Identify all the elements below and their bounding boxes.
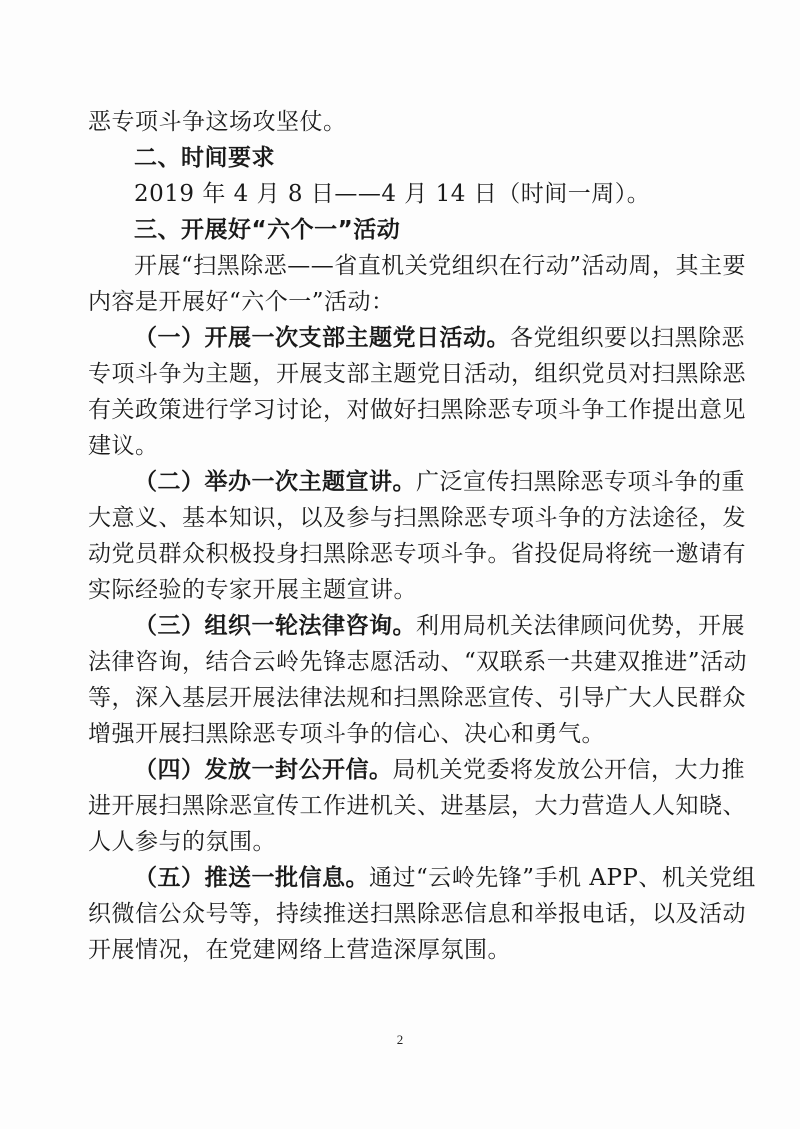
item-4-line: 人人参与的氛围。 [88,829,276,855]
item-1-line: 专项斗争为主题，开展支部主题党日活动，组织党员对扫黑除恶 [88,361,746,387]
item-1-first-line [88,320,745,356]
item-2-first-rest: 广泛宣传扫黑除恶专项斗争的重 [416,469,745,495]
item-5-first-line [88,860,756,896]
item-5-lead: （五）推送一批信息。 [134,865,369,891]
section-2-text: 2019 年 4 月 8 日——4 月 14 日（时间一周）。 [134,181,651,207]
item-3-first-line [88,608,745,644]
item-3-line: 等，深入基层开展法律法规和扫黑除恶宣传、引导广大人民群众 [88,685,746,711]
item-1-first-rest: 各党组织要以扫黑除恶 [510,325,745,351]
item-4-lead: （四）发放一封公开信。 [134,757,393,783]
item-1-line: 建议。 [88,433,159,459]
section-3-heading: 三、开展好“六个一”活动 [134,217,401,243]
section-3-intro-line: 开展“扫黑除恶——省直机关党组织在行动”活动周，其主要 [134,253,747,279]
page-number: 2 [396,1032,404,1047]
item-2-line: 动党员群众积极投身扫黑除恶专项斗争。省投促局将统一邀请有 [88,541,746,567]
intro-tail-line: 恶专项斗争这场攻坚仗。 [88,109,347,135]
item-2-first-line [88,464,745,500]
item-2-line: 大意义、基本知识，以及参与扫黑除恶专项斗争的方法途径，发 [88,505,746,531]
item-1-lead: （一）开展一次支部主题党日活动。 [134,325,510,351]
document-body [88,104,756,968]
item-2-lead: （二）举办一次主题宣讲。 [134,469,416,495]
item-3-line: 法律咨询，结合云岭先锋志愿活动、“双联系一共建双推进”活动 [88,649,748,675]
item-1-line: 有关政策进行学习讨论，对做好扫黑除恶专项斗争工作提出意见 [88,397,746,423]
item-4-line: 进开展扫黑除恶宣传工作进机关、进基层，大力营造人人知晓、 [88,793,746,819]
item-5-line: 织微信公众号等，持续推送扫黑除恶信息和举报电话，以及活动 [88,901,746,927]
item-3-first-rest: 利用局机关法律顾问优势，开展 [416,613,745,639]
section-3-intro-line: 内容是开展好“六个一”活动： [88,289,395,315]
item-3-lead: （三）组织一轮法律咨询。 [134,613,416,639]
item-5-first-rest: 通过“云岭先锋”手机 APP、机关党组 [369,865,756,891]
section-2-heading: 二、时间要求 [134,145,275,171]
item-3-line: 增强开展扫黑除恶专项斗争的信心、决心和勇气。 [88,721,605,747]
item-2-line: 实际经验的专家开展主题宣讲。 [88,577,417,603]
item-5-line: 开展情况，在党建网络上营造深厚氛围。 [88,937,511,963]
item-4-first-line [88,752,745,788]
item-4-first-rest: 局机关党委将发放公开信，大力推 [392,757,745,783]
